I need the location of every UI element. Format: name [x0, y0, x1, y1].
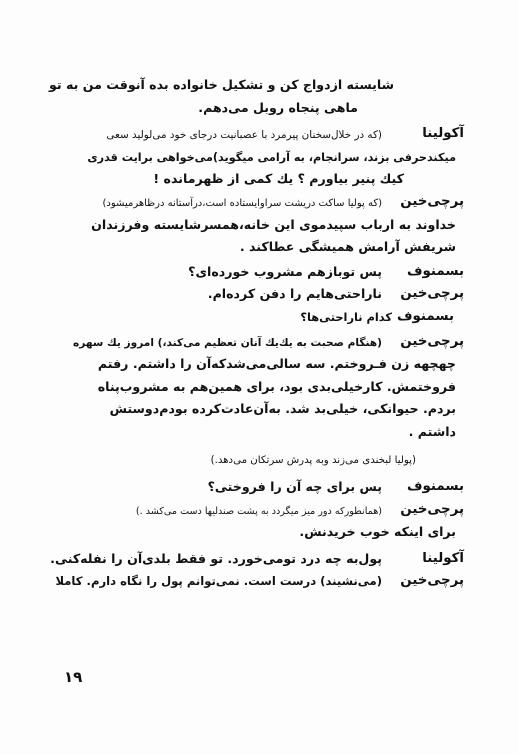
speaker-name: بسمنوف — [406, 479, 464, 495]
text-line — [66, 499, 464, 522]
line-text: پس توبازهم مشروب خورده‌ای؟ — [188, 263, 382, 279]
speaker-name: پرچی‌خین — [400, 333, 464, 349]
dialogue-text — [49, 74, 464, 593]
speaker-name: بسمنوف — [396, 308, 454, 324]
line-text: برای اینکه خوب خریدنش. — [299, 524, 456, 540]
line-text: کیك پنیر بیاورم ؟ یك کمی از ظهرمانده ! — [153, 171, 404, 187]
line-text: شریفش آرامش همیشگی عطاکند . — [239, 239, 456, 255]
stage-direction: (که پولیا ساکت دریشت سراوایستاده است،درآستانه درظاهرمیشود) — [102, 197, 382, 209]
line-text: بردم. حیوانکی، خیلی‌بد شد. به‌آن‌عادت‌کرده بودم‌دوستش — [109, 401, 456, 417]
line-text: کدام ناراحتی‌ها؟ — [300, 309, 392, 324]
line-text: ماهی پنجاه روبل می‌دهم. — [198, 99, 358, 115]
speaker-name: پرچی‌خین — [400, 193, 464, 209]
line-text: شایسته ازدواج کن و تشکیل خانواده بده آنوقت من به تو — [49, 77, 394, 92]
speaker-name: بسمنوف — [406, 263, 464, 279]
speaker-name: آکولینا — [422, 126, 464, 142]
text-line — [66, 353, 456, 376]
speaker-name: پرچی‌خین — [400, 501, 464, 517]
text-line — [66, 476, 464, 499]
text-line — [55, 570, 464, 593]
line-text: داشتم . — [408, 423, 456, 439]
text-line — [50, 548, 464, 571]
line-text: میکندحرفی بزند، سرانجام، به آرامی میگوید)می‌خواهی برایت قدری — [87, 150, 456, 164]
page-number: ۱۹ — [64, 668, 83, 686]
speaker-name: پرچی‌خین — [400, 573, 464, 589]
line-text: خداوند به ارباب سپیدموی این خانه،همسرشایسته وفرزندان — [91, 216, 456, 232]
line-text: چهچهه زن فـروختم. سه سالی‌می‌شدکه‌آن را داشتم. رفتم — [97, 356, 456, 372]
speaker-name: آکولینا — [422, 550, 464, 566]
text-line — [66, 191, 464, 214]
text-line — [66, 398, 456, 421]
speaker-name: پرچی‌خین — [400, 286, 464, 302]
line-text: فروختمش. کارخیلی‌بدی بود، برای همین‌هم به مشروب‌پناه — [97, 378, 456, 394]
text-line — [66, 168, 456, 191]
text-line — [66, 146, 456, 169]
text-line — [66, 236, 456, 259]
text-line — [66, 421, 456, 444]
line-text: ناراحتی‌هایم را دفن کرده‌ام. — [207, 286, 382, 302]
stage-direction: (همانطورکه دور میز میگردد به پشت صندلیها دست می‌کشد .) — [135, 505, 382, 517]
line-text: (می‌نشیند) درست است. نمی‌توانم پول را نگاه دارم. کاملا — [55, 574, 382, 589]
text-line — [66, 123, 464, 146]
text-line — [66, 376, 456, 399]
text-line — [66, 283, 464, 306]
line-text: پس برای چه آن را فروختی؟ — [207, 479, 382, 495]
stage-direction: (پولیا لبخندی می‌زند وبه پدرش سرتکان می‌دهد.) — [210, 454, 416, 466]
text-line — [66, 306, 456, 329]
text-line — [49, 74, 456, 97]
text-line — [66, 448, 456, 471]
text-line — [66, 331, 464, 354]
line-text: پول‌به چه درد تومی‌خورد. تو فقط بلدی‌آن را نفله‌کنی. — [50, 550, 382, 566]
stage-direction: (که در خلال‌سخنان پیرمرد با عصبانیت درجای خود می‌لولید سعی — [106, 129, 382, 142]
text-line — [66, 521, 456, 544]
line-text: (هنگام صحبت به یك‌یك آنان تعظیم می‌کند،) امروز یك سهره — [73, 336, 382, 349]
text-line — [66, 261, 464, 284]
text-line — [66, 97, 456, 120]
text-line — [66, 214, 456, 237]
